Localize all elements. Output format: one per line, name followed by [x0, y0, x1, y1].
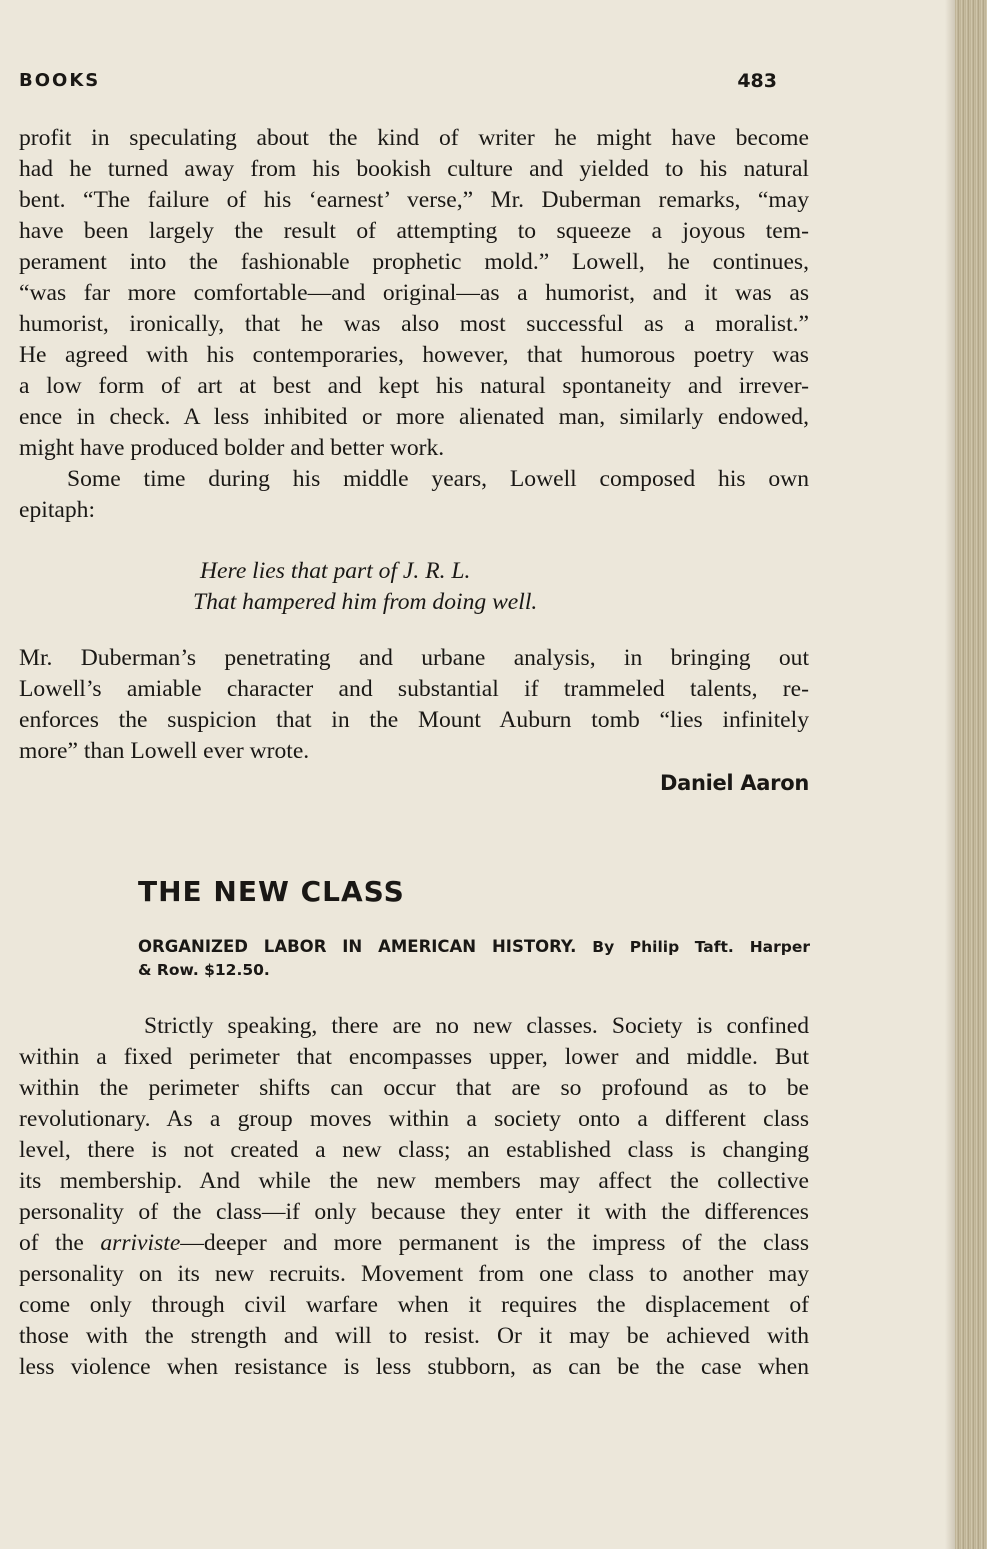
text-line: revolutionary. As a group moves within a society onto a different class: [19, 1106, 809, 1132]
gutter-shadow: [945, 0, 955, 1549]
text-line: its membership. And while the new members may affect the collective: [19, 1168, 809, 1194]
epitaph-line-1: Here lies that part of J. R. L.: [200, 558, 471, 584]
text-line: personality of the class—if only because they enter it with the differences: [19, 1199, 809, 1225]
text-line: more” than Lowell ever wrote.: [19, 738, 310, 764]
epitaph-line-2: That hampered him from doing well.: [193, 589, 538, 615]
text-line: humorist, ironically, that he was also most successful as a moralist.”: [19, 311, 809, 337]
text-line: Lowell’s amiable character and substantial if trammeled talents, re-: [19, 676, 809, 702]
text-line: Mr. Duberman’s penetrating and urbane analysis, in bringing out: [19, 645, 809, 671]
running-header: [19, 70, 777, 94]
book-author: By Philip Taft.: [592, 938, 734, 956]
text-line: those with the strength and will to resist. Or it may be achieved with: [19, 1323, 809, 1349]
book-citation: [138, 935, 810, 982]
reviewer-signature: Daniel Aaron: [659, 771, 809, 795]
text-line: profit in speculating about the kind of writer he might have become: [19, 125, 809, 151]
italic-term: arriviste: [100, 1230, 181, 1256]
text-line: level, there is not created a new class; an established class is changing: [19, 1137, 809, 1163]
text-line: ence in check. A less inhibited or more alienated man, similarly endowed,: [19, 404, 809, 430]
text-line: a low form of art at best and kept his natural spontaneity and irrever-: [19, 373, 809, 399]
paragraph-3: [19, 643, 809, 767]
text-line: personality on its new recruits. Movement from one class to another may: [19, 1261, 809, 1287]
paragraph-1: [19, 123, 809, 526]
text-line: within a fixed perimeter that encompasses upper, lower and middle. But: [19, 1044, 809, 1070]
text-line: might have produced bolder and better work.: [19, 435, 445, 461]
book-publisher: Harper: [749, 938, 811, 956]
section-label: BOOKS: [19, 70, 101, 91]
book-spine-edge: [955, 0, 987, 1549]
text-line: come only through civil warfare when it requires the displacement of: [19, 1292, 809, 1318]
review-title: THE NEW CLASS: [138, 875, 405, 908]
page-number: 483: [737, 70, 777, 92]
text-line: “was far more comfortable—and original—as a humorist, and it was as: [19, 280, 809, 306]
text-line: within the perimeter shifts can occur that are so profound as to be: [19, 1075, 809, 1101]
text-line: He agreed with his contemporaries, however, that humorous poetry was: [19, 342, 809, 368]
text-line: less violence when resistance is less stubborn, as can be the case when: [19, 1354, 809, 1380]
text-line: epitaph:: [19, 497, 95, 523]
book-publisher-price: & Row. $12.50.: [138, 961, 270, 979]
text-line: have been largely the result of attempting to squeeze a joyous tem-: [19, 218, 809, 244]
book-title: ORGANIZED LABOR IN AMERICAN HISTORY.: [138, 937, 577, 956]
paragraph-4: [19, 1011, 809, 1383]
text-line: bent. “The failure of his ‘earnest’ verse,” Mr. Duberman remarks, “may: [19, 187, 809, 213]
text-line: Strictly speaking, there are no new classes. Society is confined: [144, 1013, 809, 1039]
text-line: enforces the suspicion that in the Mount Auburn tomb “lies infinitely: [19, 707, 809, 733]
text-line: perament into the fashionable prophetic mold.” Lowell, he continues,: [19, 249, 809, 275]
text-line-with-italic: of the arriviste—deeper and more permanent is the impress of the class: [19, 1230, 809, 1256]
text-line: had he turned away from his bookish culture and yielded to his natural: [19, 156, 809, 182]
text-line: Some time during his middle years, Lowell composed his own: [67, 466, 809, 492]
